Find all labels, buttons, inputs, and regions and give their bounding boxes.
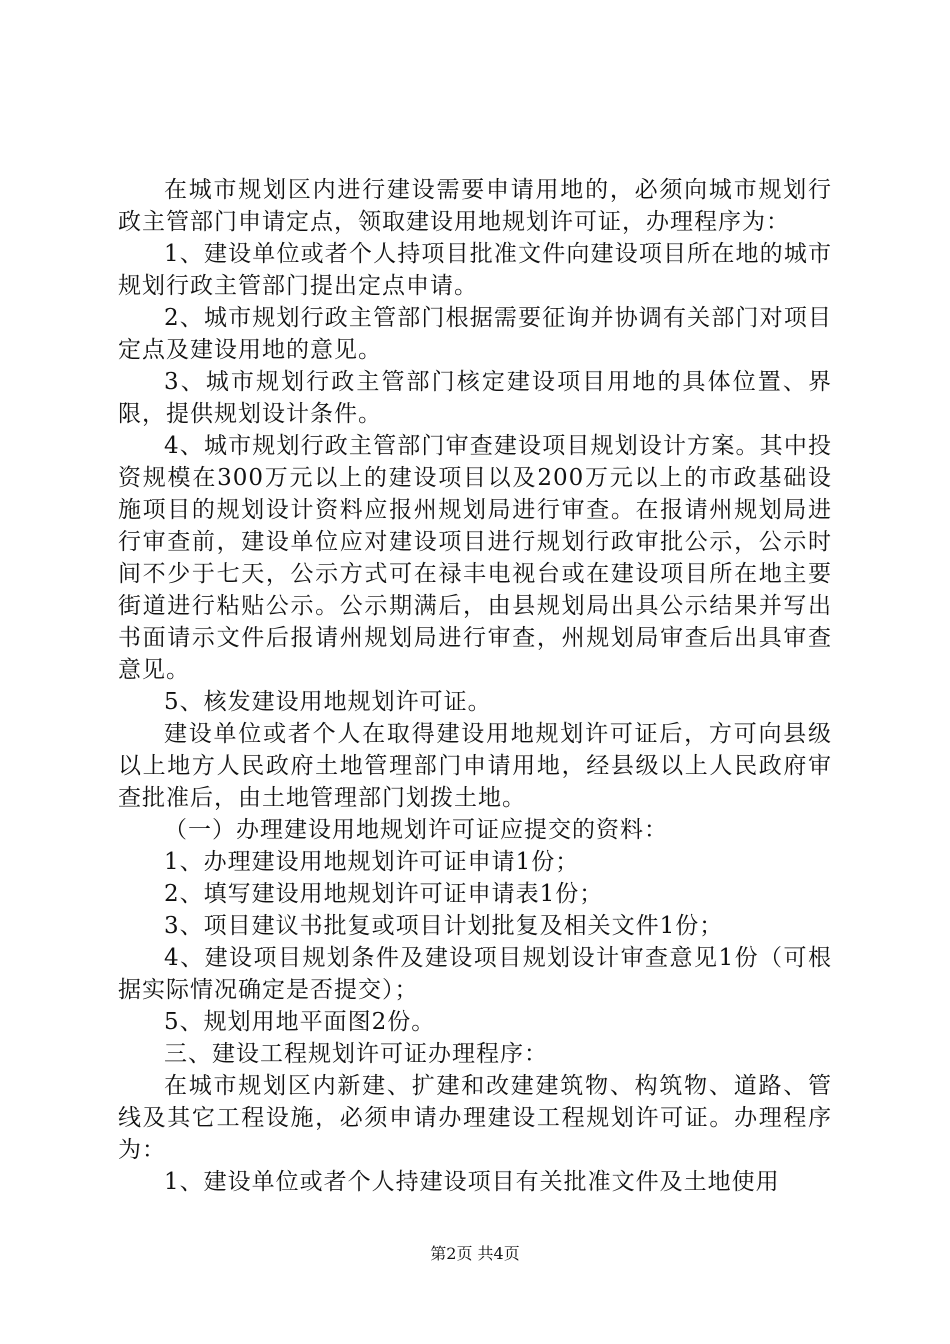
- page-footer: 第2页 共4页: [430, 1244, 520, 1263]
- paragraph-step-1: 1、建设单位或者个人持项目批准文件向建设项目所在地的城市规划行政主管部门提出定点申请。: [118, 241, 832, 299]
- paragraph-step-3: 3、城市规划行政主管部门核定建设项目用地的具体位置、界限，提供规划设计条件。: [118, 369, 832, 427]
- document-body: [118, 174, 832, 1198]
- material-item-1: 1、办理建设用地规划许可证申请1份；: [164, 849, 580, 875]
- paragraph-step-4: 4、城市规划行政主管部门审查建设项目规划设计方案。其中投资规模在300万元以上的建设项目以及200万元以上的市政基础设施项目的规划设计资料应报州规划局进行审查。在报请州规划局进行审查前，建设单位应对建设项目进行规划行政审批公示，公示时间不少于七天，公示方式可在禄丰电视台或在建设项目所在地主要街道进行粘贴公示。公示期满后，由县规划局出具公示结果并写出书面请示文件后报请州规划局进行审查，州规划局审查后出具审查意见。: [118, 433, 832, 683]
- section-heading-engineering-permit: 三、建设工程规划许可证办理程序：: [164, 1041, 548, 1067]
- section-heading-materials: （一）办理建设用地规划许可证应提交的资料：: [164, 817, 668, 843]
- paragraph-engineering-intro: 在城市规划区内新建、扩建和改建建筑物、构筑物、道路、管线及其它工程设施，必须申请办理建设工程规划许可证。办理程序为：: [118, 1073, 832, 1163]
- material-item-5: 5、规划用地平面图2份。: [164, 1009, 436, 1035]
- material-item-3: 3、项目建议书批复或项目计划批复及相关文件1份；: [164, 913, 724, 939]
- paragraph-intro: 在城市规划区内进行建设需要申请用地的，必须向城市规划行政主管部门申请定点，领取建设用地规划许可证，办理程序为：: [118, 177, 832, 235]
- material-item-2: 2、填写建设用地规划许可证申请表1份；: [164, 881, 604, 907]
- paragraph-step-2: 2、城市规划行政主管部门根据需要征询并协调有关部门对项目定点及建设用地的意见。: [118, 305, 832, 363]
- paragraph-engineering-step-1: 1、建设单位或者个人持建设项目有关批准文件及土地使用: [164, 1169, 780, 1195]
- material-item-4: 4、建设项目规划条件及建设项目规划设计审查意见1份（可根据实际情况确定是否提交）；: [118, 945, 832, 1003]
- paragraph-land-application: 建设单位或者个人在取得建设用地规划许可证后，方可向县级以上地方人民政府土地管理部门申请用地，经县级以上人民政府审查批准后，由土地管理部门划拨土地。: [118, 721, 832, 811]
- paragraph-step-5: 5、核发建设用地规划许可证。: [164, 689, 492, 715]
